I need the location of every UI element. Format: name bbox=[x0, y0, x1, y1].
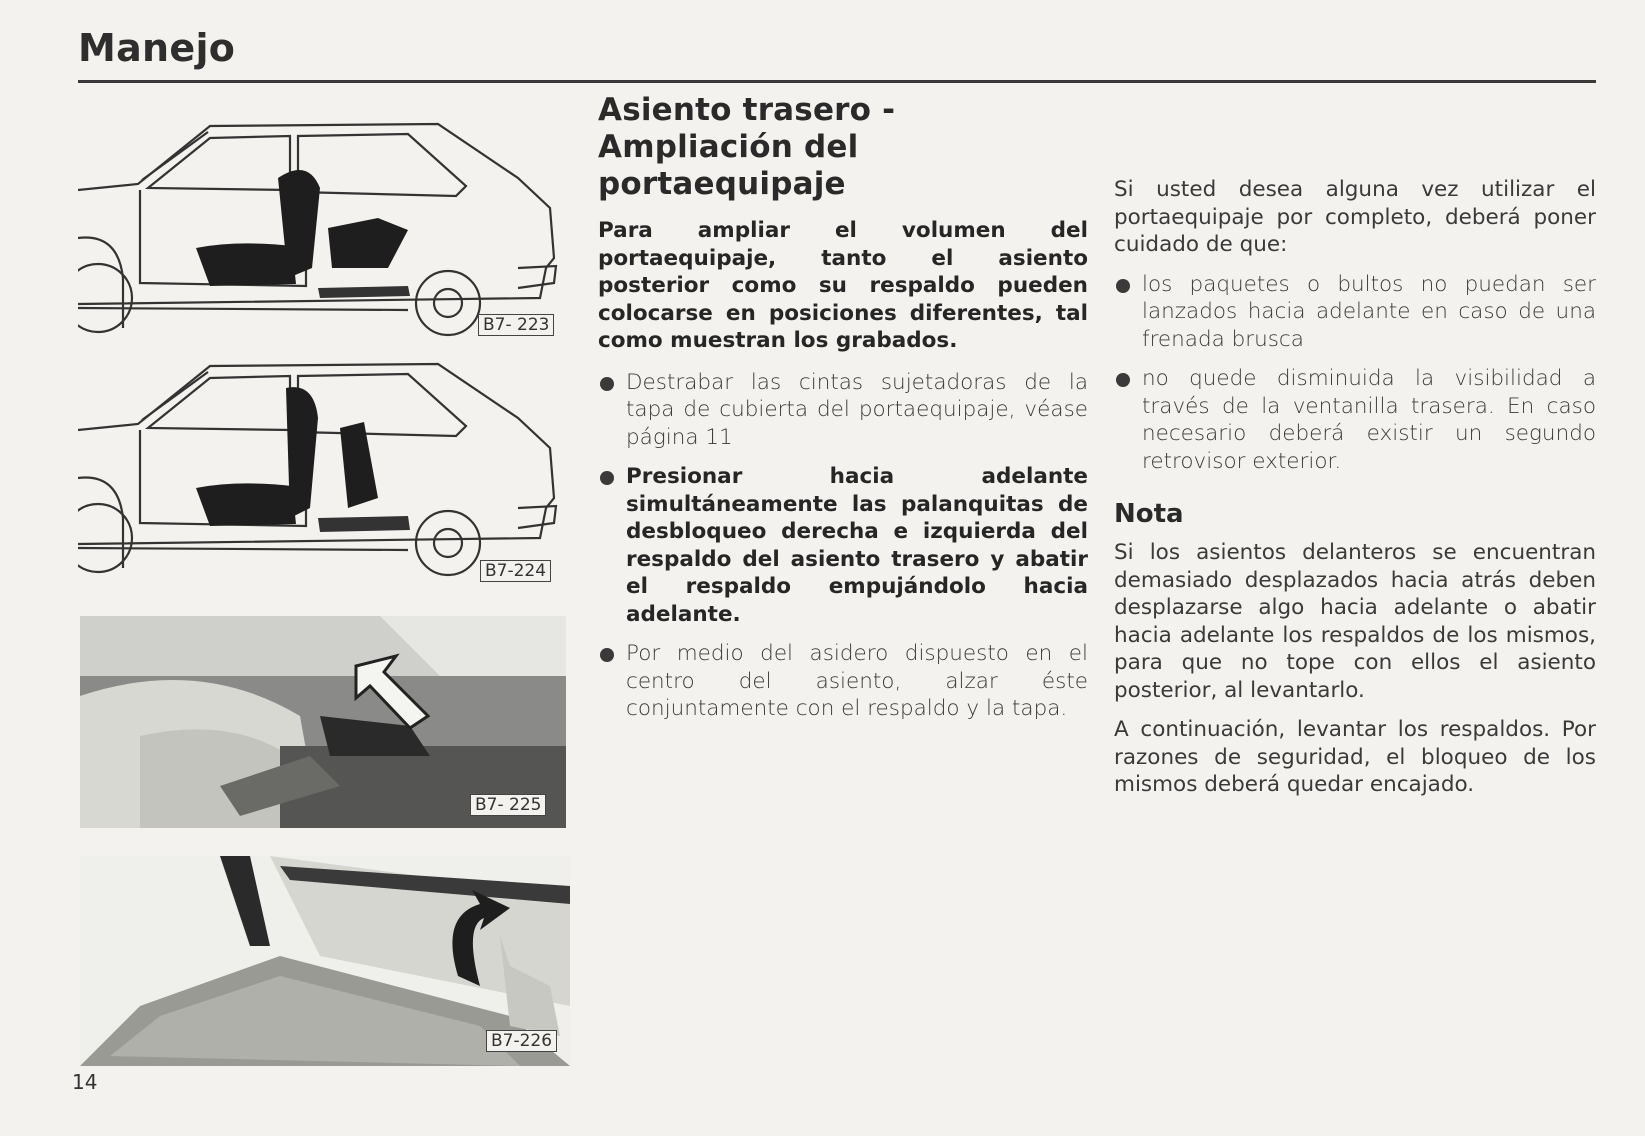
page-number: 14 bbox=[72, 1070, 98, 1094]
car-side-view-rear-seat-folded-icon bbox=[78, 118, 562, 346]
step-text: Por medio del asidero dispuesto en el centro del asiento, alzar éste conjuntamente con el respaldo y la tapa. bbox=[626, 641, 1088, 721]
figure-b7-225 bbox=[80, 616, 566, 828]
note-paragraph: A continuación, levantar los respaldos. Por razones de seguridad, el bloqueo de los mismos deberá quedar encajado. bbox=[1114, 717, 1596, 797]
main-column bbox=[598, 92, 1088, 735]
figure-b7-224 bbox=[78, 358, 562, 586]
note-title: Nota bbox=[1114, 499, 1184, 529]
figure-label: B7-224 bbox=[480, 560, 551, 582]
side-intro: Si usted desea alguna vez utilizar el portaequipaje por completo, deberá poner cuidado de que: bbox=[1114, 177, 1596, 257]
step-text: Presionar hacia adelante simultáneamente las palanquitas de desbloqueo derecha e izquierda del respaldo del asiento trasero y abatir el respaldo empujándolo hacia adelante. bbox=[626, 464, 1088, 627]
step-item bbox=[598, 640, 1088, 723]
section-title: Manejo bbox=[78, 26, 236, 70]
figure-label: B7- 225 bbox=[470, 794, 546, 816]
side-item bbox=[1114, 271, 1596, 354]
main-intro: Para ampliar el volumen del portaequipaje, tanto el asiento posterior como su respaldo pueden colocarse en posiciones diferentes, tal como muestran los grabados. bbox=[598, 218, 1088, 353]
side-item-text: no quede disminuida la visibilidad a través de la ventanilla trasera. En caso necesario deberá existir un segundo retrovisor exterior. bbox=[1142, 366, 1596, 474]
main-heading: Asiento trasero - Ampliación del portaequipaje bbox=[598, 92, 896, 202]
bullet-icon bbox=[600, 471, 614, 485]
bullet-icon bbox=[600, 377, 614, 391]
side-item-text: los paquetes o bultos no puedan ser lanzados hacia adelante en caso de una frenada brusca bbox=[1142, 271, 1596, 352]
side-column bbox=[1114, 176, 1596, 811]
figure-b7-223 bbox=[78, 118, 562, 346]
side-item bbox=[1114, 365, 1596, 475]
bullet-icon bbox=[600, 648, 614, 662]
header-rule bbox=[78, 80, 1596, 83]
step-item bbox=[598, 369, 1088, 452]
step-item bbox=[598, 463, 1088, 628]
figure-label: B7- 223 bbox=[478, 314, 554, 336]
note-paragraph: Si los asientos delanteros se encuentran demasiado desplazados hacia atrás deben desplazarse algo hacia adelante o abatir hacia adelante los respaldos de los mismos, para que no tope con ellos el asiento posterior, al levantarlo. bbox=[1114, 540, 1596, 703]
bullet-icon bbox=[1116, 373, 1130, 387]
figure-b7-226 bbox=[80, 856, 570, 1066]
figure-label: B7-226 bbox=[486, 1030, 557, 1052]
car-side-view-backrest-tilted-icon bbox=[78, 358, 562, 586]
step-text: Destrabar las cintas sujetadoras de la tapa de cubierta del portaequipaje, véase página 11 bbox=[626, 369, 1088, 450]
bullet-icon bbox=[1116, 279, 1130, 293]
